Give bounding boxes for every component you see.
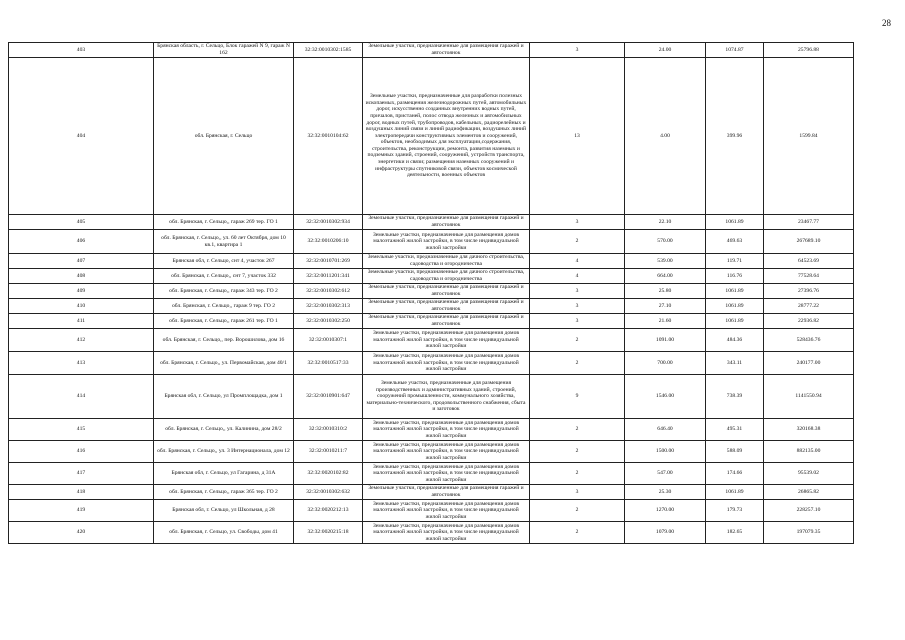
page-number: 28 xyxy=(882,18,891,28)
cadastral-number-cell: 32:32:0010901:647 xyxy=(294,375,363,419)
area-cell: 4.00 xyxy=(625,58,706,215)
address-cell: обл. Брянская, г. Сельцо,, ул. 60 лет Октября, дом 10 кв.1, квартира 1 xyxy=(154,230,294,254)
table-row xyxy=(9,43,854,58)
cadastral-value-cell: 25796.88 xyxy=(764,43,854,58)
table-row xyxy=(9,375,854,419)
specific-value-cell: 116.76 xyxy=(706,269,764,284)
use-group-cell: 2 xyxy=(530,500,625,522)
address-cell: Брянская обл, г. Сельцо, снт 4, участок 267 xyxy=(154,254,294,269)
specific-value-cell: 119.71 xyxy=(706,254,764,269)
specific-value-cell: 1074.87 xyxy=(706,43,764,58)
use-group-cell: 4 xyxy=(530,254,625,269)
row-number-cell: 406 xyxy=(9,230,154,254)
land-use-cell: Земельные участки, предназначенные для размещения домов малоэтажной жилой застройки, в том числе индивидуальной жилой застройки xyxy=(363,522,530,544)
land-use-cell: Земельные участки, предназначенные для размещения гаражей и автостоянок xyxy=(363,215,530,230)
specific-value-cell: 182.65 xyxy=(706,522,764,544)
cadastral-value-cell: 197079.35 xyxy=(764,522,854,544)
cadastral-value-cell: 228257.10 xyxy=(764,500,854,522)
row-number-cell: 419 xyxy=(9,500,154,522)
address-cell: Брянская обл, г. Сельцо, ул Гагарина, д 31А xyxy=(154,463,294,485)
cadastral-value-cell: 1141550.94 xyxy=(764,375,854,419)
specific-value-cell: 484.36 xyxy=(706,329,764,352)
land-use-cell: Земельные участки, предназначенные для размещения домов малоэтажной жилой застройки, в том числе индивидуальной жилой застройки xyxy=(363,463,530,485)
table-row xyxy=(9,441,854,463)
cadastral-number-cell: 32:32:0010517:33 xyxy=(294,352,363,375)
area-cell: 1091.00 xyxy=(625,329,706,352)
address-cell: Брянская область, г. Сельцо, Блок гаражей N 9, гараж N 162 xyxy=(154,43,294,58)
land-use-cell: Земельные участки, предназначенные для разработки полезных ископаемых, размещения железнодорожных путей, автомобильных дорог, искусственно созданных внутренних водных путей, причалов, пристаней, полос отвода железных и автомобильных дорог, водных путей, трубопроводов, кабельных, радиорелейных и воздушных линий связи и линий радиофикации, воздушных линий электропередачи конструктивных элементов и сооружений, объектов, необходимых для эксплуатации,содержания, строительства, реконструкции, ремонта, развития наземных и подземных зданий, строений, сооружений, устройств транспорта, энергетики и связи; размещения наземных сооружений и инфраструктуры спутниковой связи, объектов космической деятельности, военных объектов xyxy=(363,58,530,215)
cadastral-number-cell: 32:32:0010211:7 xyxy=(294,441,363,463)
cadastral-number-cell: 32:32:0010302:934 xyxy=(294,215,363,230)
cadastral-value-cell: 95539.02 xyxy=(764,463,854,485)
table-row xyxy=(9,215,854,230)
specific-value-cell: 343.11 xyxy=(706,352,764,375)
cadastral-value-cell: 26865.82 xyxy=(764,485,854,500)
table-body xyxy=(9,43,854,544)
use-group-cell: 2 xyxy=(530,230,625,254)
specific-value-cell: 1061.89 xyxy=(706,314,764,329)
use-group-cell: 3 xyxy=(530,314,625,329)
land-use-cell: Земельные участки, предназначенные для дачного строительства, садоводства и огородничества xyxy=(363,254,530,269)
address-cell: обл. Брянская, г. Сельцо,, гараж 343 тер. ГО 2 xyxy=(154,284,294,299)
area-cell: 664.00 xyxy=(625,269,706,284)
row-number-cell: 417 xyxy=(9,463,154,485)
row-number-cell: 403 xyxy=(9,43,154,58)
specific-value-cell: 738.39 xyxy=(706,375,764,419)
cadastral-number-cell: 32:32:0010302:313 xyxy=(294,299,363,314)
cadastral-value-cell: 22936.82 xyxy=(764,314,854,329)
cadastral-value-cell: 267689.10 xyxy=(764,230,854,254)
cadastral-value-cell: 64523.69 xyxy=(764,254,854,269)
address-cell: обл. Брянская, г. Сельцо,, снт 7, участок 332 xyxy=(154,269,294,284)
address-cell: обл. Брянская, г. Сельцо,, ул. Первомайская, дом 40/1 xyxy=(154,352,294,375)
area-cell: 27.10 xyxy=(625,299,706,314)
land-use-cell: Земельные участки, предназначенные для размещения гаражей и автостоянок xyxy=(363,314,530,329)
table-row xyxy=(9,299,854,314)
land-use-cell: Земельные участки, предназначенные для размещения гаражей и автостоянок xyxy=(363,299,530,314)
use-group-cell: 3 xyxy=(530,43,625,58)
use-group-cell: 2 xyxy=(530,419,625,441)
address-cell: обл. Брянская, г. Сельцо,, ул. 3 Интернационала, дом 12 xyxy=(154,441,294,463)
row-number-cell: 413 xyxy=(9,352,154,375)
area-cell: 646.40 xyxy=(625,419,706,441)
table-row xyxy=(9,329,854,352)
cadastral-value-cell: 27396.76 xyxy=(764,284,854,299)
cadastral-number-cell: 32:32:0010307:1 xyxy=(294,329,363,352)
use-group-cell: 2 xyxy=(530,463,625,485)
specific-value-cell: 469.63 xyxy=(706,230,764,254)
land-use-cell: Земельные участки, предназначенные для размещения гаражей и автостоянок xyxy=(363,485,530,500)
land-use-cell: Земельные участки, предназначенные для размещения гаражей и автостоянок xyxy=(363,43,530,58)
table-row xyxy=(9,58,854,215)
cadastral-value-cell: 240177.00 xyxy=(764,352,854,375)
table-row xyxy=(9,352,854,375)
land-use-cell: Земельные участки, предназначенные для дачного строительства, садоводства и огородничества xyxy=(363,269,530,284)
cadastral-number-cell: 32:32:0020215:18 xyxy=(294,522,363,544)
cadastral-number-cell: 32:32:0010302:612 xyxy=(294,284,363,299)
cadastral-number-cell: 32:32:0011201:341 xyxy=(294,269,363,284)
use-group-cell: 3 xyxy=(530,284,625,299)
row-number-cell: 412 xyxy=(9,329,154,352)
cadastral-number-cell: 32:32:0010302:632 xyxy=(294,485,363,500)
row-number-cell: 418 xyxy=(9,485,154,500)
area-cell: 24.00 xyxy=(625,43,706,58)
row-number-cell: 407 xyxy=(9,254,154,269)
table-row xyxy=(9,254,854,269)
use-group-cell: 2 xyxy=(530,329,625,352)
land-use-cell: Земельные участки, предназначенные для размещения домов малоэтажной жилой застройки, в том числе индивидуальной жилой застройки xyxy=(363,500,530,522)
address-cell: Брянская обл, г. Сельцо, ул Промплощадка, дом 1 xyxy=(154,375,294,419)
area-cell: 547.00 xyxy=(625,463,706,485)
cadastral-value-cell: 23467.77 xyxy=(764,215,854,230)
use-group-cell: 4 xyxy=(530,269,625,284)
address-cell: обл. Брянская, г. Сельцо,, гараж 261 тер. ГО 1 xyxy=(154,314,294,329)
cadastral-value-cell: 882135.00 xyxy=(764,441,854,463)
area-cell: 1500.00 xyxy=(625,441,706,463)
row-number-cell: 405 xyxy=(9,215,154,230)
address-cell: обл. Брянская, г. Сельцо,, гараж 9 тер. ГО 2 xyxy=(154,299,294,314)
area-cell: 25.80 xyxy=(625,284,706,299)
specific-value-cell: 495.31 xyxy=(706,419,764,441)
use-group-cell: 3 xyxy=(530,485,625,500)
use-group-cell: 3 xyxy=(530,215,625,230)
area-cell: 25.30 xyxy=(625,485,706,500)
address-cell: Брянская обл, г. Сельцо, ул Школьная, д 28 xyxy=(154,500,294,522)
area-cell: 1079.00 xyxy=(625,522,706,544)
row-number-cell: 410 xyxy=(9,299,154,314)
table-row xyxy=(9,500,854,522)
use-group-cell: 3 xyxy=(530,299,625,314)
specific-value-cell: 1061.89 xyxy=(706,215,764,230)
cadastral-value-cell: 1599.84 xyxy=(764,58,854,215)
address-cell: обл. Брянская, г. Сельцо xyxy=(154,58,294,215)
table-row xyxy=(9,419,854,441)
cadastral-value-cell: 320168.38 xyxy=(764,419,854,441)
specific-value-cell: 399.96 xyxy=(706,58,764,215)
address-cell: обл. Брянская, г. Сельцо,, гараж 269 тер. ГО 1 xyxy=(154,215,294,230)
row-number-cell: 420 xyxy=(9,522,154,544)
row-number-cell: 411 xyxy=(9,314,154,329)
specific-value-cell: 179.73 xyxy=(706,500,764,522)
specific-value-cell: 174.66 xyxy=(706,463,764,485)
table-row xyxy=(9,269,854,284)
area-cell: 570.00 xyxy=(625,230,706,254)
area-cell: 22.10 xyxy=(625,215,706,230)
area-cell: 21.60 xyxy=(625,314,706,329)
area-cell: 539.00 xyxy=(625,254,706,269)
land-use-cell: Земельные участки, предназначенные для размещения домов малоэтажной жилой застройки, в том числе индивидуальной жилой застройки xyxy=(363,352,530,375)
address-cell: обл. Брянская, г. Сельцо,, пер. Ворошилова, дом 16 xyxy=(154,329,294,352)
use-group-cell: 2 xyxy=(530,441,625,463)
cadastral-number-cell: 32:32:0020102:82 xyxy=(294,463,363,485)
land-use-cell: Земельные участки, предназначенные для размещения производственных и административных зданий, строений, сооружений промышленности, коммунального хозяйства, материально-технического, продовольственного снабжения, сбыта и заготовок xyxy=(363,375,530,419)
cadastral-number-cell: 32:32:0010302:1585 xyxy=(294,43,363,58)
use-group-cell: 13 xyxy=(530,58,625,215)
table-row xyxy=(9,314,854,329)
address-cell: обл. Брянская, г. Сельцо, ул. Свободы, дом 41 xyxy=(154,522,294,544)
cadastral-number-cell: 32:32:0010310:2 xyxy=(294,419,363,441)
area-cell: 1546.00 xyxy=(625,375,706,419)
land-cadastral-table xyxy=(8,42,854,544)
table-row xyxy=(9,284,854,299)
land-use-cell: Земельные участки, предназначенные для размещения гаражей и автостоянок xyxy=(363,284,530,299)
specific-value-cell: 588.09 xyxy=(706,441,764,463)
land-use-cell: Земельные участки, предназначенные для размещения домов малоэтажной жилой застройки, в том числе индивидуальной жилой застройки xyxy=(363,329,530,352)
specific-value-cell: 1061.89 xyxy=(706,299,764,314)
cadastral-value-cell: 528436.76 xyxy=(764,329,854,352)
address-cell: обл. Брянская, г. Сельцо,, гараж 365 тер. ГО 2 xyxy=(154,485,294,500)
specific-value-cell: 1061.89 xyxy=(706,284,764,299)
row-number-cell: 404 xyxy=(9,58,154,215)
row-number-cell: 408 xyxy=(9,269,154,284)
use-group-cell: 2 xyxy=(530,522,625,544)
cadastral-value-cell: 77528.64 xyxy=(764,269,854,284)
table-row xyxy=(9,485,854,500)
table-row xyxy=(9,230,854,254)
area-cell: 1270.00 xyxy=(625,500,706,522)
table-row xyxy=(9,522,854,544)
address-cell: обл. Брянская, г. Сельцо,, ул. Калинина, дом 28/2 xyxy=(154,419,294,441)
land-use-cell: Земельные участки, предназначенные для размещения домов малоэтажной жилой застройки, в том числе индивидуальной жилой застройки xyxy=(363,230,530,254)
use-group-cell: 2 xyxy=(530,352,625,375)
cadastral-value-cell: 28777.22 xyxy=(764,299,854,314)
table-row xyxy=(9,463,854,485)
land-use-cell: Земельные участки, предназначенные для размещения домов малоэтажной жилой застройки, в том числе индивидуальной жилой застройки xyxy=(363,441,530,463)
cadastral-number-cell: 32:32:0010302:250 xyxy=(294,314,363,329)
row-number-cell: 409 xyxy=(9,284,154,299)
cadastral-number-cell: 32:32:0010701:269 xyxy=(294,254,363,269)
area-cell: 700.00 xyxy=(625,352,706,375)
use-group-cell: 9 xyxy=(530,375,625,419)
row-number-cell: 414 xyxy=(9,375,154,419)
land-use-cell: Земельные участки, предназначенные для размещения домов малоэтажной жилой застройки, в том числе индивидуальной жилой застройки xyxy=(363,419,530,441)
cadastral-number-cell: 32:32:0010206:10 xyxy=(294,230,363,254)
row-number-cell: 416 xyxy=(9,441,154,463)
cadastral-number-cell: 32:32:0010104:62 xyxy=(294,58,363,215)
row-number-cell: 415 xyxy=(9,419,154,441)
specific-value-cell: 1061.89 xyxy=(706,485,764,500)
cadastral-number-cell: 32:32:0020212:13 xyxy=(294,500,363,522)
